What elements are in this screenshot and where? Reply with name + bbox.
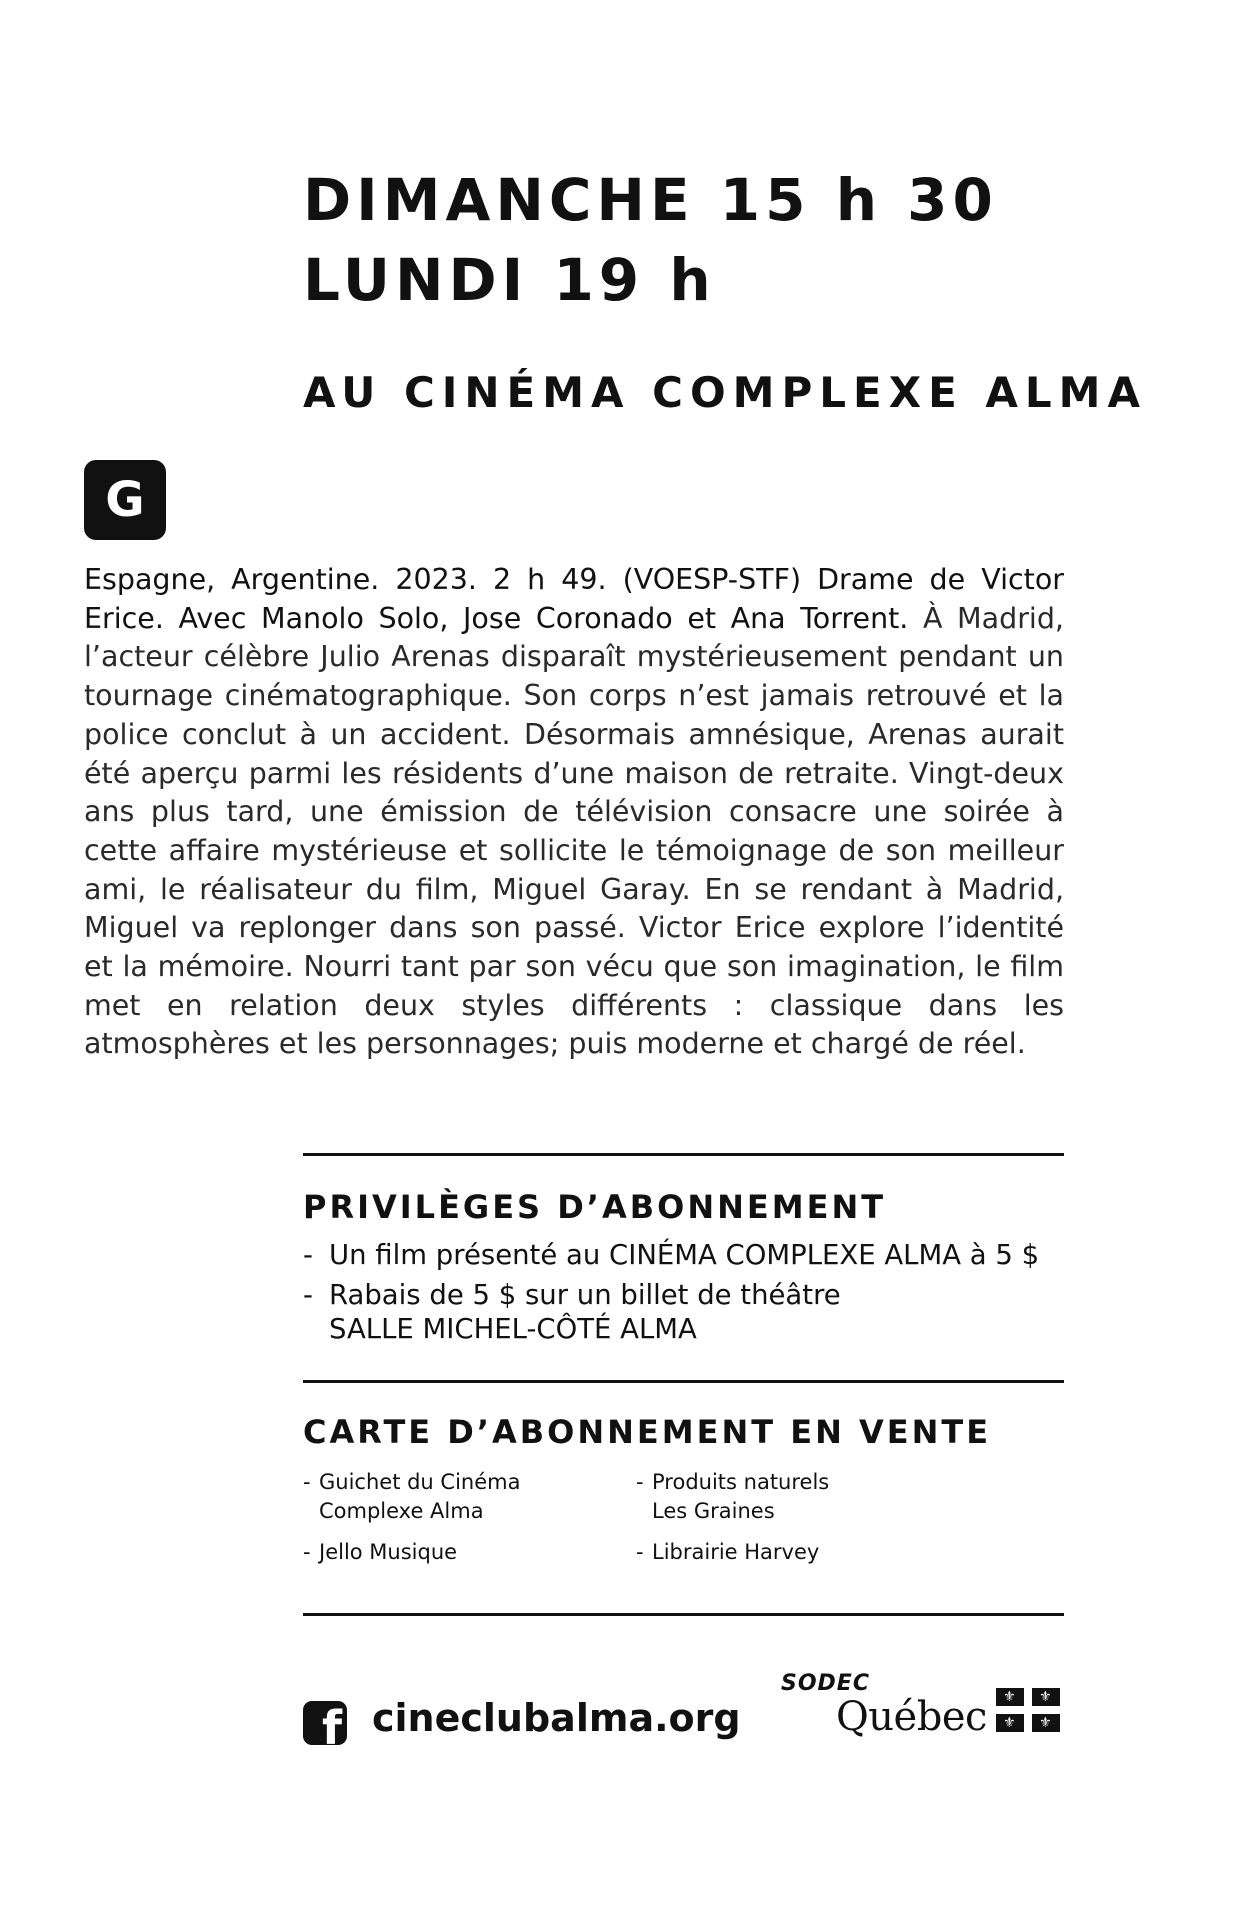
sale-location-item: - Produits naturels Les Graines — [636, 1468, 952, 1526]
facebook-icon[interactable]: f — [303, 1701, 347, 1745]
privilege-item: - Rabais de 5 $ sur un billet de théâtre SALLE MICHEL-CÔTÉ ALMA — [303, 1278, 1063, 1346]
synopsis — [84, 561, 1064, 1064]
divider-top — [303, 1153, 1064, 1156]
schedule — [303, 160, 998, 320]
sale-location-item: - Jello Musique — [303, 1538, 619, 1567]
privilege-item: - Un film présenté au CINÉMA COMPLEXE ALMA à 5 $ — [303, 1238, 1063, 1272]
schedule-line-monday: LUNDI 19 h — [303, 246, 716, 314]
venue-heading: AU CINÉMA COMPLEXE ALMA — [303, 368, 1147, 417]
quebec-logo: Québec — [836, 1694, 987, 1740]
divider-bottom — [303, 1613, 1064, 1616]
website-link[interactable]: cineclubalma.org — [372, 1696, 741, 1740]
sale-location-item: - Librairie Harvey — [636, 1538, 952, 1567]
film-credits: Espagne, Argentine. 2023. 2 h 49. (VOESP-STF) Drame de Victor Erice. Avec Manolo Solo, Jose Coronado et Ana Torrent. — [84, 563, 1064, 635]
synopsis-text: À Madrid, l’acteur célèbre Julio Arenas disparaît mystérieusement pendant un tournage cinématographique. Son corps n’est jamais retrouvé et la police conclut à un accident. Désormais amnésique, Arenas aurait été aperçu parmi les résidents d’une maison de retraite. Vingt-deux ans plus tard, une émission de télévision consacre une soirée à cette affaire mystérieuse et sollicite le témoignage de son meilleur ami, le réalisateur du film, Miguel Garay. En se rendant à Madrid, Miguel va replonger dans son passé. Victor Erice explore l’identité et la mémoire. Nourri tant par son vécu que son imagination, le film met en relation deux styles différents : classique dans les atmosphères et les personnages; puis moderne et chargé de réel. — [84, 601, 1064, 1061]
schedule-line-sunday: DIMANCHE 15 h 30 — [303, 166, 998, 234]
rating-badge: G — [84, 460, 166, 540]
divider-middle — [303, 1380, 1064, 1383]
sale-title: CARTE D’ABONNEMENT EN VENTE — [303, 1413, 992, 1451]
sodec-logo: SODEC — [781, 1671, 870, 1696]
privileges-list — [303, 1238, 1063, 1346]
sale-location-item: - Guichet du Cinéma Complexe Alma — [303, 1468, 619, 1526]
privileges-title: PRIVILÈGES D’ABONNEMENT — [303, 1188, 887, 1226]
quebec-flag-icon: ⚜ ⚜ ⚜ ⚜ — [996, 1688, 1060, 1732]
